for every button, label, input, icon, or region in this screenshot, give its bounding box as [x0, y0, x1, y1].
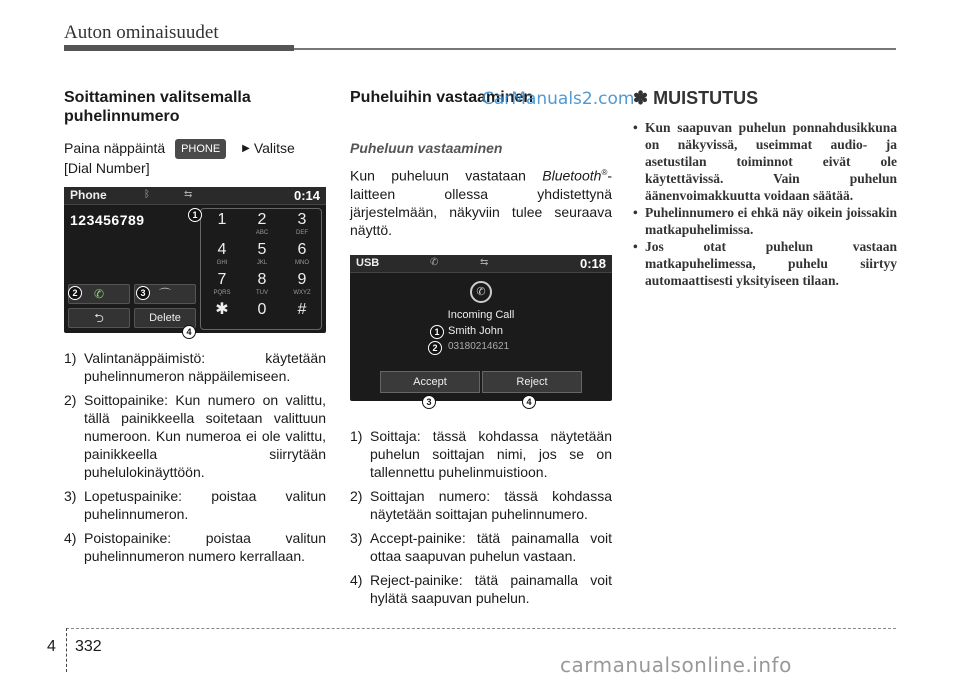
page-number: 332 [75, 638, 102, 655]
screen-time: 0:18 [579, 255, 606, 271]
callout-4: 4 [182, 325, 196, 339]
keypad-key[interactable]: 6 MNO [295, 241, 309, 267]
callout-3: 3 [422, 395, 436, 409]
incoming-call-icon: ✆ [470, 281, 492, 303]
dialed-number: 123456789 [70, 212, 145, 229]
answer-legend-list [350, 427, 612, 607]
callout-1: 1 [430, 325, 444, 339]
footer-rule [66, 628, 896, 629]
list-item: • Kun saapuvan puhelun ponnahdusikkuna on näkyvissä, useimmat audio- ja asetustilan toiminnot eivät ole käytettävissä. Vain puhelun äänenvoimakkuutta voidaan säätää. [633, 119, 897, 204]
memo-list [633, 119, 897, 289]
memo-title: ✽ MUISTUTUS [633, 88, 759, 108]
usb-icon: ⇆ [184, 189, 193, 201]
keypad-key[interactable]: 5 JKL [256, 241, 268, 267]
watermark-bottom: carmanualsonline.info [560, 653, 792, 677]
list-item: 4) Reject-painike: tätä painamalla voit hylätä saapuvan puhelun. [350, 571, 612, 606]
callout-1: 1 [188, 208, 202, 222]
keypad-key[interactable]: 8 TUV [256, 271, 268, 297]
list-item: 4) Poistopainike: poistaa valitun puhelinnumeron numero kerrallaan. [64, 530, 326, 565]
caller-number: 03180214621 [448, 340, 510, 352]
callout-3: 3 [136, 286, 150, 300]
subheading-answer: Puheluun vastaaminen [350, 140, 503, 156]
column-dial-number [64, 88, 326, 571]
callout-4: 4 [522, 395, 536, 409]
keypad-key[interactable]: 0 [257, 301, 267, 319]
incoming-call-screen [350, 255, 612, 407]
keypad-key[interactable]: 1 [217, 211, 227, 229]
incoming-call-label: Incoming Call [447, 308, 515, 321]
section-heading-dial: Soittaminen valitsemalla puhelinnumero [64, 89, 251, 125]
running-header: Auton ominaisuudet [64, 22, 219, 43]
phone-key-badge: PHONE [175, 139, 226, 159]
watermark-top: CarManuals2.com [482, 89, 635, 109]
list-item: • Jos otat puhelun vastaan matkapuhelimessa, puhelu siirtyy automaattisesti yksityiseen tilaan. [633, 238, 897, 289]
reject-button[interactable]: Reject [482, 371, 582, 393]
column-memo [633, 88, 897, 289]
keypad-key[interactable]: ✱ [215, 301, 229, 319]
screen-source: USB [356, 256, 380, 269]
phone-icon: ✆ [430, 256, 439, 268]
end-call-icon: ⌒ [158, 287, 171, 302]
call-icon: ✆ [93, 287, 105, 302]
header-bar [64, 45, 294, 51]
dial-keypad [200, 208, 322, 330]
accept-button[interactable]: Accept [380, 371, 480, 393]
section-heading-answer: Puheluihin vastaaminen [350, 89, 534, 106]
dial-intro: Paina näppäintä PHONE ▶ Valitse [Dial Number] [64, 140, 295, 177]
screen-title: Phone [70, 188, 107, 203]
list-item: 3) Accept-painike: tätä painamalla voit ottaa saapuvan puhelun vastaan. [350, 529, 612, 564]
keypad-key[interactable]: 9 WXYZ [293, 271, 311, 297]
screen-time: 0:14 [293, 188, 320, 204]
callout-2: 2 [68, 286, 82, 300]
back-button[interactable] [68, 308, 130, 328]
list-item: 3) Lopetuspainike: poistaa valitun puhelinnumeron. [64, 488, 326, 523]
bluetooth-icon: ᛒ [144, 189, 150, 201]
keypad-key[interactable]: 2 ABC [255, 211, 269, 237]
header-rule [294, 48, 896, 50]
footer-divider [66, 628, 67, 672]
keypad-key[interactable]: 3 DEF [296, 211, 308, 237]
usb-icon: ⇆ [480, 256, 489, 268]
column-answer-call [350, 88, 612, 613]
back-icon: ⮌ [94, 311, 104, 326]
caller-name: Smith John [448, 324, 504, 337]
keypad-key[interactable]: # [297, 301, 307, 319]
list-item: 1) Soittaja: tässä kohdassa näytetään puhelun soittajan nimi, jos se on tallennettu puhelinmuistioon. [350, 427, 612, 480]
keypad-key[interactable]: 7 PQRS [213, 271, 231, 297]
list-item: 2) Soittopainike: Kun numero on valittu, tällä painikkeella soitetaan valittuun numeroon. Kun numeroa ei ole valittu, painikkeella siirrytään puhelulokinäyttöön. [64, 392, 326, 481]
callout-2: 2 [428, 341, 442, 355]
phone-dial-screen [64, 187, 326, 338]
list-item: 1) Valintanäppäimistö: käytetään puhelinnumeron näppäilemiseen. [64, 350, 326, 385]
chapter-number: 4 [47, 638, 56, 655]
keypad-key[interactable]: 4 GHI [216, 241, 228, 267]
answer-intro: Kun puheluun vastataan Bluetooth®-laitteen ollessa yhdistettynä järjestelmään, näkyviin tulee seuraava näyttö. [350, 167, 613, 238]
arrow-right-icon: ▶ [242, 143, 250, 155]
delete-button[interactable]: Delete [134, 308, 196, 328]
dial-legend-list [64, 349, 326, 565]
list-item: 2) Soittajan numero: tässä kohdassa näytetään soittajan puhelinnumero. [350, 487, 612, 522]
list-item: • Puhelinnumero ei ehkä näy oikein joissakin matkapuhelimissa. [633, 204, 897, 238]
